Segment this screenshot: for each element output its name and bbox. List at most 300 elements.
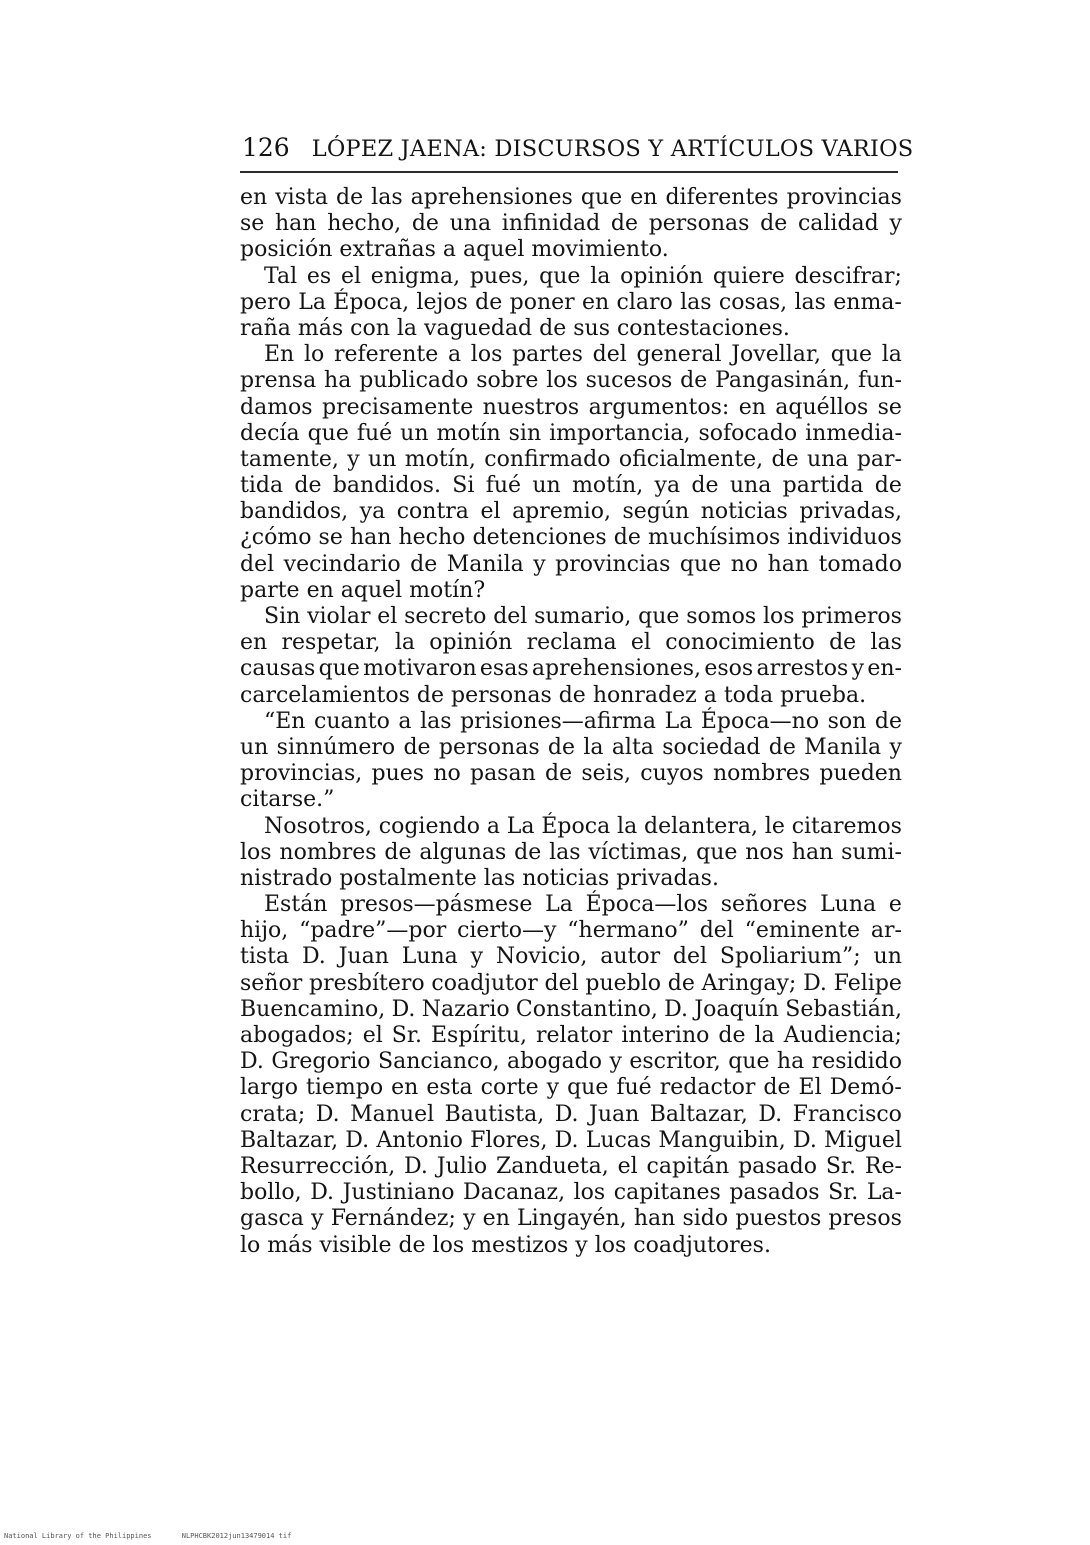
word: de [874,708,902,734]
word: bandidos, [240,499,349,525]
page-number: 126 [242,133,290,162]
word: damos [240,394,313,420]
word: Jovellar, [731,342,822,368]
word: Época, [333,289,410,315]
word: de [294,473,322,499]
word: bollo, [240,1180,302,1206]
word: nos [745,839,784,865]
text-line [240,552,902,578]
word: D. [301,944,326,970]
word: esta [426,1075,473,1101]
word: y [851,656,865,682]
word: de [336,185,364,210]
word: La- [866,1180,902,1206]
word: infinidad [501,211,601,237]
word: oficialmente, [618,446,764,472]
text-line [240,264,902,290]
word: fun- [857,368,902,394]
word: poner [509,289,575,315]
word: nombres [712,761,811,787]
word: de [547,734,576,760]
word: no [730,551,759,577]
word: tiempo [306,1075,384,1101]
word: lejos [416,289,468,315]
word: “En [264,708,306,734]
text-line [240,578,902,604]
word: D. [391,996,416,1022]
word: ya [359,499,386,525]
text-line [240,656,902,682]
text-line [240,683,902,709]
word: han [633,1206,676,1232]
word: en [391,1075,419,1101]
text-line [240,840,902,866]
word: Están [264,892,328,918]
word: del [240,551,275,577]
word: esos [704,656,754,682]
word: argumentos: [588,394,730,420]
word: según [622,499,690,525]
word: cosas, [718,289,788,315]
word: de [545,761,573,787]
word: diferentes [665,185,779,210]
word: cogiendo [378,813,480,839]
text-line [240,604,902,630]
word: la [394,630,415,656]
word: aquéllos [775,394,869,420]
text-line [240,1102,902,1128]
word: “eminente [744,918,861,944]
word: de [613,525,641,551]
word: se [240,211,265,237]
word: motín, [572,473,644,499]
word: Sebastián, [785,996,902,1022]
word: las [371,185,403,210]
word: noticias [700,499,788,525]
word: D. [404,1153,428,1179]
word: Sr. [828,1180,859,1206]
word: y [533,551,546,577]
word: han [275,211,317,237]
word: el [340,263,362,289]
word: que [696,839,738,865]
word: Joaquín [694,996,779,1022]
word: los [546,368,578,394]
word: un [240,734,269,760]
word: autor [600,944,661,970]
word: Constantino, [515,996,658,1022]
word: provincias [786,185,902,210]
word: Justiniano [342,1180,455,1206]
word: ar- [870,918,902,944]
word: importancia, [549,420,691,446]
word: de [475,289,503,315]
word: de [874,473,902,499]
word: Juan [338,944,389,970]
word: las [680,289,712,315]
word: una [729,473,772,499]
word: de [718,1023,746,1048]
line-text: parte en aquel motín? [240,577,486,603]
word: y [889,211,902,237]
word: enigma, [370,263,461,289]
word: coadjutor [431,970,538,996]
word: Juan [589,1101,640,1127]
word: los [240,839,272,865]
word: de [760,211,788,237]
text-line [240,1023,902,1049]
word: se [318,525,343,551]
word: Época—los [585,892,708,918]
word: sumi- [841,839,902,865]
word: e [888,892,902,918]
word: cuyos [640,761,704,787]
word: Luna [401,944,458,970]
word: Fernández; [330,1206,456,1232]
word: delantera, [644,813,758,839]
word: Dacanaz, [463,1180,566,1206]
word: la [590,263,611,289]
word: a [447,342,462,368]
word: personas [648,211,750,237]
word: la [617,813,638,839]
word: respetar, [281,630,381,656]
word: de [829,630,857,656]
word: causas [240,656,316,682]
text-line [240,814,902,840]
word: que [307,420,349,446]
text-line [240,630,902,656]
word: de [403,734,431,760]
text-line [240,735,902,761]
word: Época—no [700,708,820,734]
line-text: citarse.” [240,787,335,813]
text-line [240,499,902,525]
word: Manguibin, [658,1127,786,1153]
word: relator [536,1023,613,1048]
word: residido [811,1049,902,1075]
word: ha [776,1049,805,1075]
text-line [240,447,902,473]
word: sofocado [698,420,798,446]
word: que [728,1049,770,1075]
word: En [264,342,295,368]
word: cierto—y [457,918,557,944]
word: y [347,446,360,472]
word: pues, [469,263,530,289]
word: Sin [264,604,301,629]
word: motivaron [363,656,477,682]
word: el [480,499,501,525]
word: algunas [419,839,507,865]
word: Novicio, [495,944,588,970]
line-text: carcelamientos de personas de honradez a toda prueba. [240,682,867,708]
word: detenciones [472,525,607,551]
word: vista [275,185,328,210]
word: opinión [429,630,513,656]
word: Re- [864,1153,902,1179]
word: y [311,1206,324,1232]
word: Lucas [585,1127,652,1153]
word: de [384,839,412,865]
word: Sr. [391,1023,422,1048]
word: de [410,551,438,577]
word: el [617,1153,638,1179]
word: Lingayén, [517,1206,627,1232]
word: D. [345,1127,370,1153]
word: El [798,1075,822,1101]
word: partes [512,342,583,368]
word: del [544,970,579,996]
word: prisiones—afirma [460,708,657,734]
word: el [377,604,398,629]
word: redactor [659,1075,756,1101]
word: una [807,446,849,472]
word: aprehensiones [410,185,573,210]
text-line [240,185,902,211]
word: D. [554,1127,579,1153]
word: arrestos [756,656,849,682]
text-line [240,211,902,237]
word: secreto [404,604,487,629]
word: opinión [620,263,704,289]
word: muchísimos [647,525,781,551]
word: lo [303,342,325,368]
word: interino [621,1023,710,1048]
text-line [240,709,902,735]
word: seis, [581,761,632,787]
text-line [240,918,902,944]
word: puestos [735,1206,822,1232]
word: Bautista, [444,1101,545,1127]
line-text: lo más visible de los mestizos y los coadjutores. [240,1232,771,1258]
word: Espíritu, [430,1023,527,1048]
word: los [762,604,795,629]
word: D. [554,1101,579,1127]
text-line [240,342,902,368]
word: un [400,420,429,446]
word: conocimiento [665,630,815,656]
word: tida [240,473,284,499]
word: D. [792,1127,817,1153]
word: D. [803,970,827,996]
text-line [240,1206,902,1232]
text-line [240,866,902,892]
word: en [581,289,610,315]
word: la [754,1023,775,1048]
text-line [240,944,902,970]
word: hecho [398,525,466,551]
text-line [240,1075,902,1101]
word: fué [356,420,393,446]
text-line [240,395,902,421]
word: Luna [820,892,877,918]
word: hecho, [327,211,402,237]
word: motín, [404,446,476,472]
word: que [638,604,680,629]
word: La [506,813,535,839]
word: escritor, [629,1049,721,1075]
body-text [240,185,902,1259]
word: crata; [240,1101,306,1127]
word: a [398,708,412,734]
word: inmedia- [805,420,902,446]
word: Spoliarium”; [719,944,861,970]
word: “padre”—por [299,918,447,944]
word: y [889,734,902,760]
word: apremio, [512,499,611,525]
word: han [791,839,834,865]
header-rule [240,171,898,173]
word: quiere [712,263,785,289]
word: D. [315,1101,340,1127]
word: privadas, [799,499,902,525]
word: que [567,1075,609,1101]
word: bandidos. [332,473,441,499]
word: hijo, [240,918,289,944]
word: de [691,473,719,499]
word: y [546,1075,560,1101]
text-line [240,316,902,342]
text-line [240,1128,902,1154]
word: Francisco [792,1101,902,1127]
scan-footer [4,1532,317,1540]
word: Baltazar, [240,1127,339,1153]
word: presbítero [309,970,425,996]
word: corte [480,1075,539,1101]
word: que [539,263,581,289]
word: las [549,839,581,865]
word: han [767,551,810,577]
word: descifrar; [794,263,902,289]
word: partida [782,473,864,499]
word: Miguel [824,1127,902,1153]
running-title: LÓPEZ JAENA: DISCURSOS Y ARTÍCULOS VARIOS [311,136,914,162]
word: claro [616,289,673,315]
word: en- [867,656,902,682]
word: contra [396,499,469,525]
text-line [240,421,902,447]
text-line [240,1180,902,1206]
word: ¿cómo [240,525,312,551]
word: los [470,342,503,368]
word: Sancianco, [378,1049,500,1075]
text-line [240,761,902,787]
word: gasca [240,1206,304,1232]
word: Nosotros, [264,813,372,839]
word: un [368,446,397,472]
line-text: raña más con la vaguedad de sus contestaciones. [240,315,790,341]
word: de [610,211,638,237]
word: han [349,525,392,551]
word: ha [324,368,352,394]
word: del [592,342,627,368]
word: nuestros [482,394,580,420]
word: de [514,839,542,865]
word: violar [307,604,371,629]
word: primeros [801,604,902,629]
word: tista [240,944,290,970]
word: Sr. [825,1153,857,1179]
word: abogado [507,1049,603,1075]
word: y [463,1206,476,1232]
word: se [877,394,902,420]
word: de [763,1075,791,1101]
word: señor [240,970,303,996]
text-line [240,368,902,394]
word: Resurrección, [240,1153,396,1179]
word: referente [333,342,439,368]
word: Aringay; [701,970,797,996]
word: pasados [729,1180,820,1206]
text-line [240,1049,902,1075]
word: individuos [787,525,902,551]
word: Manila [804,734,882,760]
word: de [411,211,439,237]
word: D. [758,1101,783,1127]
word: pasado [738,1153,817,1179]
word: general [636,342,722,368]
word: motín [436,420,501,446]
word: pueden [819,761,902,787]
line-text: posición extrañas a aquel movimiento. [240,237,669,263]
word: D. [664,996,689,1022]
word: las [870,630,902,656]
word: abogados; [240,1023,354,1048]
word: aprehensiones, [531,656,702,682]
text-line [240,971,902,997]
word: sobre [476,368,539,394]
word: prensa [240,368,317,394]
word: los [573,1180,606,1206]
word: un [532,473,561,499]
word: tomado [818,551,902,577]
word: cuanto [314,708,390,734]
word: alta [611,734,654,760]
word: señores [720,892,808,918]
word: una [449,211,492,237]
word: presos [828,1206,902,1232]
word: capitanes [613,1180,721,1206]
word: largo [240,1075,298,1101]
word: tamente, [240,446,339,472]
word: ya [654,473,681,499]
word: en [482,1206,510,1232]
file-identifier: NLPHCBK2012jun13479014 tif [181,1532,292,1540]
word: enma- [833,289,902,315]
word: par- [856,446,902,472]
running-head [242,133,914,167]
word: y [609,1049,622,1075]
word: la [583,734,604,760]
word: de [680,368,708,394]
word: Pangasinán, [715,368,851,394]
word: pueblo [585,970,662,996]
word: Si [452,473,475,499]
word: del [493,604,528,629]
word: la [881,342,902,368]
word: presos—pásmese [340,892,533,918]
word: y [470,944,484,970]
text-line [240,473,902,499]
word: que [318,656,360,682]
word: las [794,289,826,315]
word: provincias [555,551,671,577]
word: Antonio [376,1127,463,1153]
word: sin [508,420,542,446]
word: Julio [436,1153,488,1179]
word: nombres [279,839,377,865]
